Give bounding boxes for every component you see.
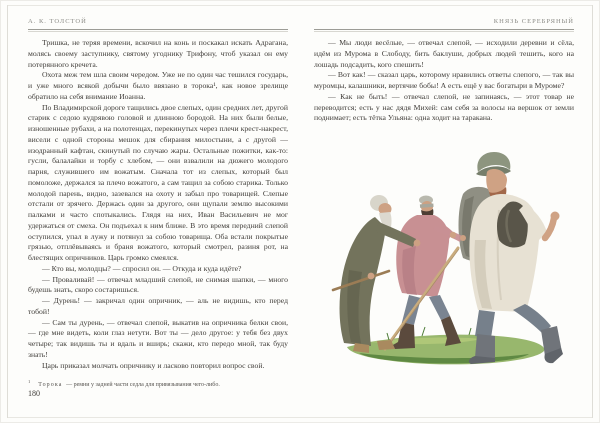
left-page-text-column <box>28 38 288 371</box>
footnote-term: Торока <box>38 382 63 388</box>
paragraph: — Мы люди весёлые, — отвечал слепой, — исходили деревни и сёла, идём из Мурома в Слободу, бить баклуши, добрых людей тешить, кого на лошадь подсадить, кого спешить! <box>314 38 574 69</box>
footnote-text: — ремни у задней части седла для привязывания чего-либо. <box>66 382 220 388</box>
paragraph: — Проваливай! — отвечал младший слепой, не снимая шапки, — много будешь знать, скоро состаришься. <box>28 274 288 295</box>
hand-on-staff <box>450 232 456 238</box>
paragraph: — Дурень! — закричал один опричник, — аль не видишь, кто перед тобой! <box>28 296 288 316</box>
reaching-hand <box>460 235 466 241</box>
running-header-title: КНЯЗЬ СЕРЕБРЯНЫЙ <box>493 18 574 25</box>
running-header-author: А. К. ТОЛСТОЙ <box>28 18 87 25</box>
footnote-marker: 1 <box>28 379 31 384</box>
paragraph: По Владимирской дороге тащились двое слепых, один средних лет, другой старик с седою кудрявою головой и длинною бородой. На них были белые, изношенные рубахи, а на полотенцах, перекинутых через плечи крест-накрест, висели с одной стороны мешок для сбирания милостыни, а с другой — изодранный кафтан, скинутый по случаю жары. Остальные пожитки, как-то: гусли, балалайки и торбу с хлебом, — они взвалили на дюжего молодого парня, служившего им вожатым. Сначала тот из слепых, который был помоложе, держался за плечо вожатого, а сам тащил за собою старика. Только молодой парень, видно, зазевался на охоту и забыл про товарищей. Слепые отстали от зрячего. Держась один за другого, они щупали землю высокими палками и часто спотыкались. Глядя на них, Иван Васильевич не мог удержаться от смеха. Он подъехал к ним ближе. В это время передний слепой оступился, упал в лужу и потянул за собою товарища. Оба встали покрытые грязью, отплёвываясь и браня вожатого, который смотрел, разиня рот, на блестящих опричников. Царь громко смеялся. <box>28 102 288 262</box>
paragraph: — Как не быть! — отвечал слепой, не запинаясь, — этот товар не переводится; есть у нас дядя Михей: сам себя за волосы на вершок от земли поднимает; есть тётка Ульяна: одна ходит на таракана. <box>314 91 574 123</box>
footnote <box>28 378 288 389</box>
right-page-text-column <box>314 38 574 124</box>
paragraph: — Вот как! — сказал царь, которому нравились ответы слепого, — так вы муромцы, калашники, вертячие бобы! А есть ещё у вас богатыри в Муроме? <box>314 70 574 90</box>
guide-figure <box>459 152 564 364</box>
illustration-blind-men-and-guide <box>329 150 575 370</box>
page-number: 180 <box>28 389 40 398</box>
paragraph: Тришка, не теряя времени, вскочил на конь и поскакал искать Адрагана, молясь своему заступнику, святому угоднику Трифону, чтоб указал он ему потерянного кречета. <box>28 38 288 69</box>
header-rule <box>28 29 288 32</box>
header-rule <box>314 29 574 32</box>
paragraph: Царь приказал молчать опричнику и ласково повторил вопрос свой. <box>42 360 265 370</box>
left-page <box>1 1 301 423</box>
right-page <box>301 1 600 423</box>
paragraph: — Сам ты дурень, — отвечал слепой, выкатив на опричника белки свои, — где мне видеть, коли глаз нетути. Вот ты — дело другое: у тебя без двух четыре; так видишь ты и вдаль и вширь; скажи, кто передо мной, так буду знать! <box>28 317 288 359</box>
paragraph: — Кто вы, молодцы? — спросил он. — Откуда и куда идёте? <box>42 263 242 273</box>
paragraph: Охота меж тем шла своим чередом. Уже не по один час тешился государь, и уже много всякой добычи было ввязано в торока¹, как новое зрелище обратило на себя внимание Иоанна. <box>28 70 288 101</box>
